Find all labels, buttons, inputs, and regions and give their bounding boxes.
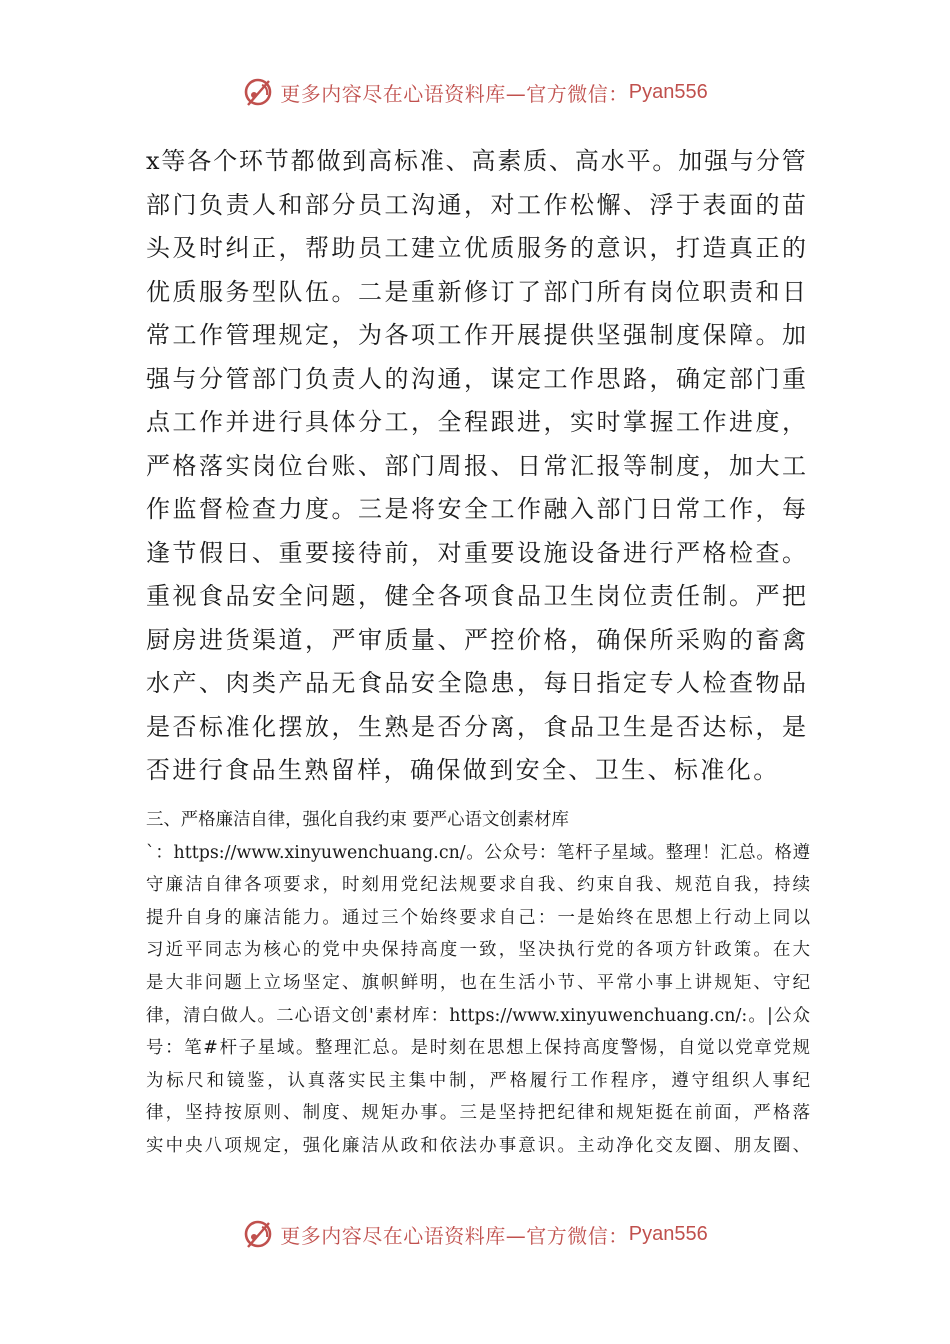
text-line: 实中央八项规定，强化廉洁从政和依法办事意识。主动净化交友圈、朋友圈、 — [146, 1135, 810, 1156]
text-line: 律，坚持按原则、制度、规矩办事。三是坚持把纪律和规矩挺在前面，严格落 — [146, 1103, 810, 1124]
text-line: 律，清白做人。二心语文创'素材库：https://www.xinyuwenchuang.cn/:。|公众 — [146, 1005, 810, 1026]
header-banner — [0, 70, 950, 114]
text-line: 提升自身的廉洁能力。通过三个始终要求自己：一是始终在思想上行动上同以 — [146, 907, 810, 928]
text-line: 作 监 督 检 查 力 度 。 三 是 将 安 全 工 作 融 入 部 门 日 常 工 作 ， 每 — [146, 495, 806, 523]
text-line: 头 及 时 纠 正 ， 帮 助 员 工 建 立 优 质 服 务 的 意 识 ， 打 造 真 正 的 — [146, 234, 806, 262]
text-line: 优 质 服 务 型 队 伍 。 二 是 重 新 修 订 了 部 门 所 有 岗 位 职 责 和 日 — [146, 277, 806, 306]
text-line: 强 与 分 管 部 门 负 责 人 的 沟 通 ， 谋 定 工 作 思 路 ， 确 定 部 门 重 — [146, 364, 806, 393]
text-line: 逢 节 假 日 、 重 要 接 待 前 ， 对 重 要 设 施 设 备 进 行 严 格 检 查 。 — [146, 538, 806, 567]
text-line: 习近平同志为核心的党中央保持高度一致，坚决执行党的各项方针政策。在大 — [146, 940, 810, 961]
text-line: 点 工 作 并 进 行 具 体 分 工 ， 全 程 跟 进 ， 实 时 掌 握 工 作 进 度 ， — [146, 408, 806, 436]
pen-logo-icon — [242, 1217, 276, 1251]
text-line: 重 视 食 品 安 全 问 题 ， 健 全 各 项 食 品 卫 生 岗 位 责 任 制 。 严 把 — [146, 582, 806, 610]
footer-banner-text: 更多内容尽在心语资料库—官方微信： — [280, 1223, 629, 1248]
main-paragraph-large — [146, 140, 806, 793]
text-line: 部 门 负 责 人 和 部 分 员 工 沟 通 ， 对 工 作 松 懈 、 浮 于 表 面 的 苗 — [146, 190, 806, 219]
text-line: x 等 各 个 环 节 都 做 到 高 标 准 、 高 素 质 、 高 水 平 。 加 强 与 分 管 — [146, 147, 806, 175]
text-line: 是 否 标 准 化 摆 放 ， 生 熟 是 否 分 离 ， 食 品 卫 生 是 否 达 标 ， 是 — [146, 712, 806, 741]
text-line: 号：笔#杆子星域。整理汇总。是时刻在思想上保持高度警惕，自觉以党章党规 — [146, 1038, 810, 1059]
text-line: 是大非问题上立场坚定、旗帜鲜明，也在生活小节、平常小事上讲规矩、守纪 — [146, 972, 810, 993]
footer-banner — [0, 1212, 950, 1256]
header-brand: Pyan556 — [628, 80, 708, 103]
text-line: 厨 房 进 货 渠 道 ， 严 审 质 量 、 严 控 价 格 ， 确 保 所 采 购 的 畜 禽 — [146, 625, 806, 654]
text-line: `：https://www.xinyuwenchuang.cn/。公众号：笔杆子星域。整理！汇总。格遵 — [146, 842, 810, 863]
main-paragraph-small — [146, 804, 810, 1163]
pen-logo-icon — [242, 75, 276, 109]
header-banner-text: 更多内容尽在心语资料库—官方微信： — [280, 81, 629, 106]
section-heading: 三、严格廉洁自律，强化自我约束 要严心语文创素材库 — [146, 810, 569, 830]
text-line: 守廉洁自律各项要求，时刻用党纪法规要求自我、约束自我、规范自我，持续 — [146, 875, 810, 896]
footer-brand: Pyan556 — [628, 1222, 708, 1245]
text-line: 水 产 、 肉 类 产 品 无 食 品 安 全 隐 患 ， 每 日 指 定 专 人 检 查 物 品 — [146, 669, 806, 697]
text-line: 否进行食品生熟留样，确保做到安全、卫生、标准化。 — [146, 756, 780, 784]
text-line: 严 格 落 实 岗 位 台 账 、 部 门 周 报 、 日 常 汇 报 等 制 度 ， 加 大 工 — [146, 451, 806, 480]
text-line: 常 工 作 管 理 规 定 ， 为 各 项 工 作 开 展 提 供 坚 强 制 度 保 障 。 加 — [146, 321, 806, 349]
text-line: 为标尺和镜鉴，认真落实民主集中制，严格履行工作程序，遵守组织人事纪 — [146, 1070, 810, 1091]
